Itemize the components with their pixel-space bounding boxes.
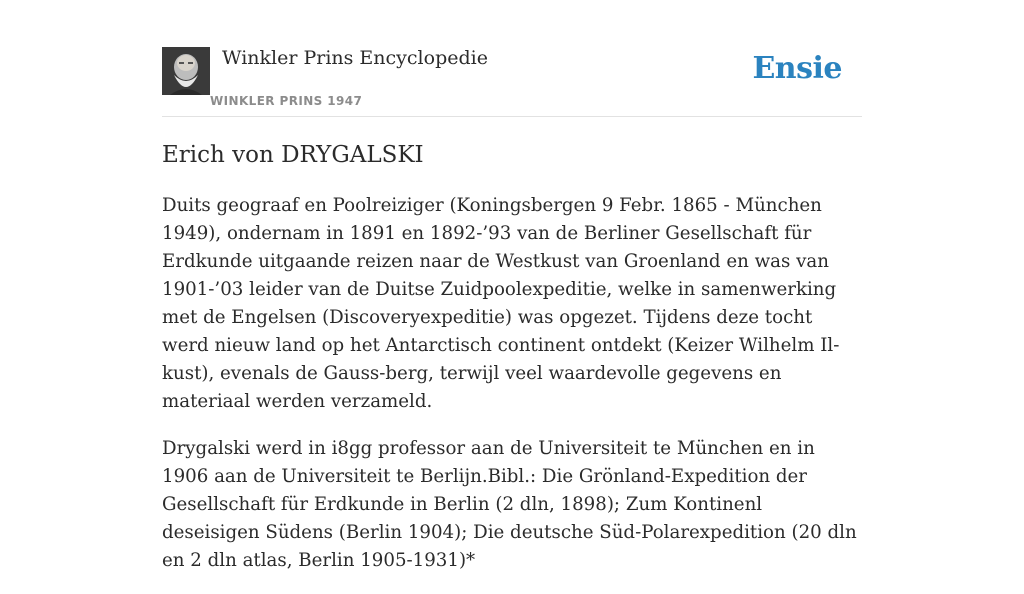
portrait-icon	[162, 47, 210, 95]
article-title: Erich von DRYGALSKI	[162, 142, 424, 168]
page-container	[162, 0, 862, 571]
portrait-avatar[interactable]	[162, 47, 210, 95]
edition-label[interactable]: WINKLER PRINS 1947	[210, 94, 363, 108]
site-name[interactable]: Winkler Prins Encyclopedie	[222, 47, 488, 69]
article-paragraph-2: Drygalski werd in i8gg professor aan de Universiteit te München en in 1906 aan de Universiteit te Berlijn.Bibl.: Die Grönland-Expedition der Gesellschaft für Erdkunde in Berlin (2 dln, 1898); Zum Kontinenl deseisigen Südens (Berlin 1904); Die deutsche Süd-Polarexpedition (20 dln en 2 dln atlas, Berlin 1905-1931)*	[162, 438, 857, 571]
brand-logo[interactable]: Ensie	[752, 51, 842, 86]
site-header	[162, 0, 862, 117]
article-paragraph-1: Duits geograaf en Poolreiziger (Koningsbergen 9 Febr. 1865 - München 1949), ondernam in 1891 en 1892-’93 van de Berliner Gesellschaft für Erdkunde uitgaande reizen naar de Westkust van Groenland en was van 1901-’03 leider van de Duitse Zuidpoolexpeditie, welke in samenwerking met de Engelsen (Discoveryexpeditie) was opgezet. Tijdens deze tocht werd nieuw land op het Antarctisch continent ontdekt (Keizer Wilhelm Il-kust), evenals de Gauss-berg, terwijl veel waardevolle gegevens en materiaal werden verzameld.	[162, 195, 840, 412]
article-body	[162, 192, 862, 594]
